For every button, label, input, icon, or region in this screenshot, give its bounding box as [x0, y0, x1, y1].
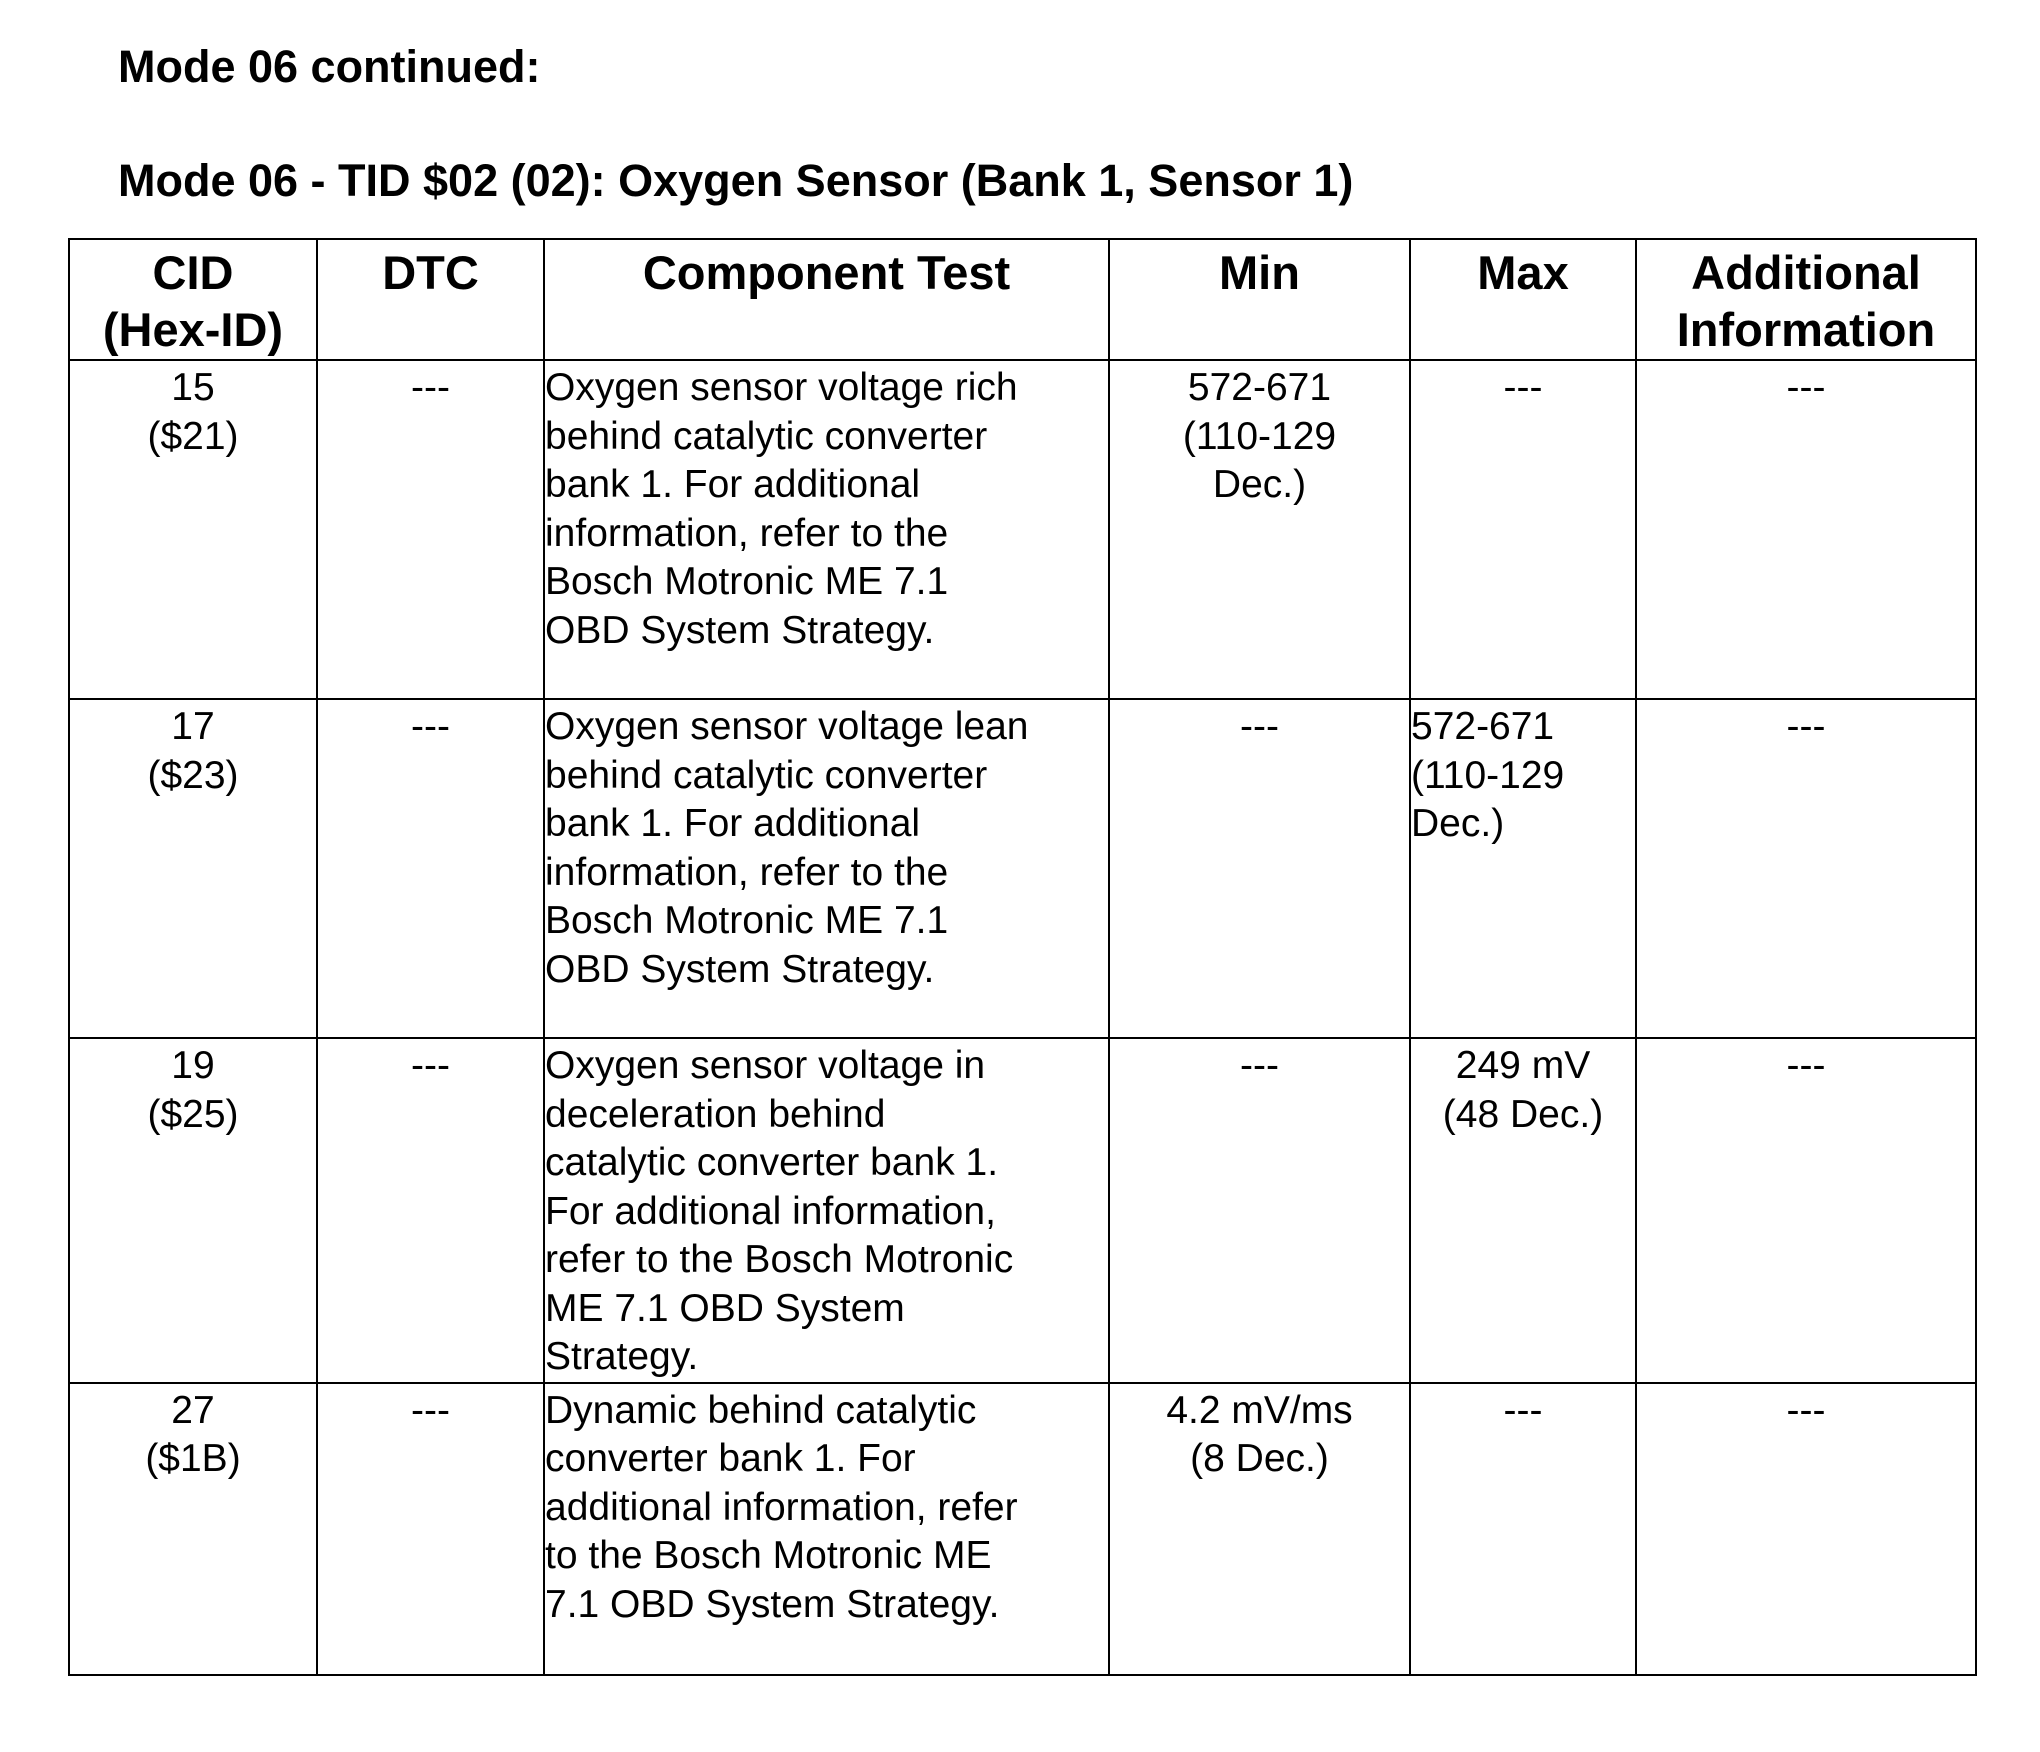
- table-header-row: [69, 239, 1976, 360]
- mode06-table: [68, 238, 1977, 1676]
- header-min: Min: [1109, 239, 1410, 360]
- test-line: catalytic converter bank 1.: [545, 1141, 999, 1184]
- min-line: (110-129: [1182, 414, 1337, 458]
- cell-component-test: [544, 360, 1109, 699]
- cell-max: [1410, 1383, 1636, 1675]
- cid-value: 19: [171, 1044, 215, 1087]
- test-line: refer to the Bosch Motronic: [545, 1238, 1014, 1281]
- min-line: 4.2 mV/ms: [1166, 1388, 1353, 1432]
- test-line: Oxygen sensor voltage lean: [545, 705, 1029, 748]
- header-max: Max: [1410, 239, 1636, 360]
- cell-cid: [69, 1038, 317, 1383]
- max-line: ---: [1503, 366, 1543, 409]
- cid-value: 27: [171, 1388, 215, 1432]
- cid-hex: ($21): [147, 414, 239, 458]
- test-line: bank 1. For additional: [545, 802, 921, 845]
- cell-max: [1410, 1038, 1636, 1383]
- cell-additional: ---: [1636, 360, 1976, 699]
- test-line: to the Bosch Motronic ME: [545, 1534, 992, 1577]
- cell-dtc: ---: [317, 1038, 544, 1383]
- test-line: Bosch Motronic ME 7.1: [545, 560, 949, 603]
- cell-max: [1410, 699, 1636, 1038]
- test-line: OBD System Strategy.: [545, 608, 935, 652]
- test-line: behind catalytic converter: [545, 753, 988, 797]
- cell-additional: ---: [1636, 1038, 1976, 1383]
- header-component-test: Component Test: [544, 239, 1109, 360]
- cell-min: [1109, 1038, 1410, 1383]
- header-cid-line2: (Hex-ID): [102, 303, 284, 356]
- cell-additional: ---: [1636, 699, 1976, 1038]
- min-line: 572-671: [1187, 366, 1332, 409]
- test-line: information, refer to the: [545, 850, 949, 894]
- min-line: ---: [1240, 1044, 1279, 1087]
- test-line: OBD System Strategy.: [545, 947, 935, 991]
- max-line: Dec.): [1411, 802, 1505, 845]
- cell-component-test: [544, 699, 1109, 1038]
- test-line: converter bank 1. For: [545, 1437, 916, 1480]
- test-line: Oxygen sensor voltage rich: [545, 366, 1018, 409]
- table-row: [69, 1383, 1976, 1675]
- test-line: For additional information,: [545, 1189, 996, 1233]
- min-line: ---: [1240, 705, 1279, 748]
- max-line: (110-129: [1411, 753, 1565, 797]
- cell-min: [1109, 1383, 1410, 1675]
- cid-hex: ($25): [147, 1092, 239, 1136]
- max-line: 572-671: [1411, 705, 1555, 748]
- header-cid: [69, 239, 317, 360]
- test-line: bank 1. For additional: [545, 463, 921, 506]
- cid-value: 15: [171, 366, 215, 409]
- test-line: information, refer to the: [545, 511, 949, 555]
- max-line: ---: [1503, 1388, 1543, 1432]
- cid-hex: ($23): [147, 753, 239, 797]
- header-additional-line2: Information: [1676, 303, 1936, 356]
- header-additional: [1636, 239, 1976, 360]
- cell-dtc: ---: [317, 1383, 544, 1675]
- test-line: Strategy.: [545, 1335, 699, 1378]
- test-line: behind catalytic converter: [545, 414, 988, 458]
- max-line: 249 mV: [1455, 1044, 1591, 1087]
- table-row: [69, 1038, 1976, 1383]
- test-line: Oxygen sensor voltage in: [545, 1044, 986, 1087]
- cell-dtc: ---: [317, 699, 544, 1038]
- table-row: [69, 699, 1976, 1038]
- cell-min: [1109, 699, 1410, 1038]
- table-row: [69, 360, 1976, 699]
- test-line: Bosch Motronic ME 7.1: [545, 899, 949, 942]
- test-line: 7.1 OBD System Strategy.: [545, 1582, 1000, 1626]
- cell-additional: ---: [1636, 1383, 1976, 1675]
- test-line: additional information, refer: [545, 1485, 1018, 1529]
- cid-value: 17: [171, 705, 215, 748]
- cell-component-test: [544, 1038, 1109, 1383]
- cell-cid: [69, 360, 317, 699]
- cell-cid: [69, 1383, 317, 1675]
- header-additional-line1: Additional: [1691, 246, 1921, 299]
- cell-component-test: [544, 1383, 1109, 1675]
- cell-cid: [69, 699, 317, 1038]
- test-line: Dynamic behind catalytic: [545, 1388, 977, 1432]
- max-line: (48 Dec.): [1442, 1092, 1604, 1136]
- test-line: ME 7.1 OBD System: [545, 1286, 905, 1330]
- min-line: Dec.): [1212, 463, 1307, 506]
- header-cid-line1: CID: [152, 246, 234, 299]
- min-line: (8 Dec.): [1190, 1437, 1329, 1480]
- cell-min: [1109, 360, 1410, 699]
- header-dtc: DTC: [317, 239, 544, 360]
- section-heading: Mode 06 continued:: [118, 41, 541, 92]
- cell-dtc: ---: [317, 360, 544, 699]
- cell-max: [1410, 360, 1636, 699]
- cid-hex: ($1B): [145, 1437, 241, 1480]
- table-title: Mode 06 - TID $02 (02): Oxygen Sensor (Bank 1, Sensor 1): [118, 155, 1354, 206]
- test-line: deceleration behind: [545, 1092, 886, 1136]
